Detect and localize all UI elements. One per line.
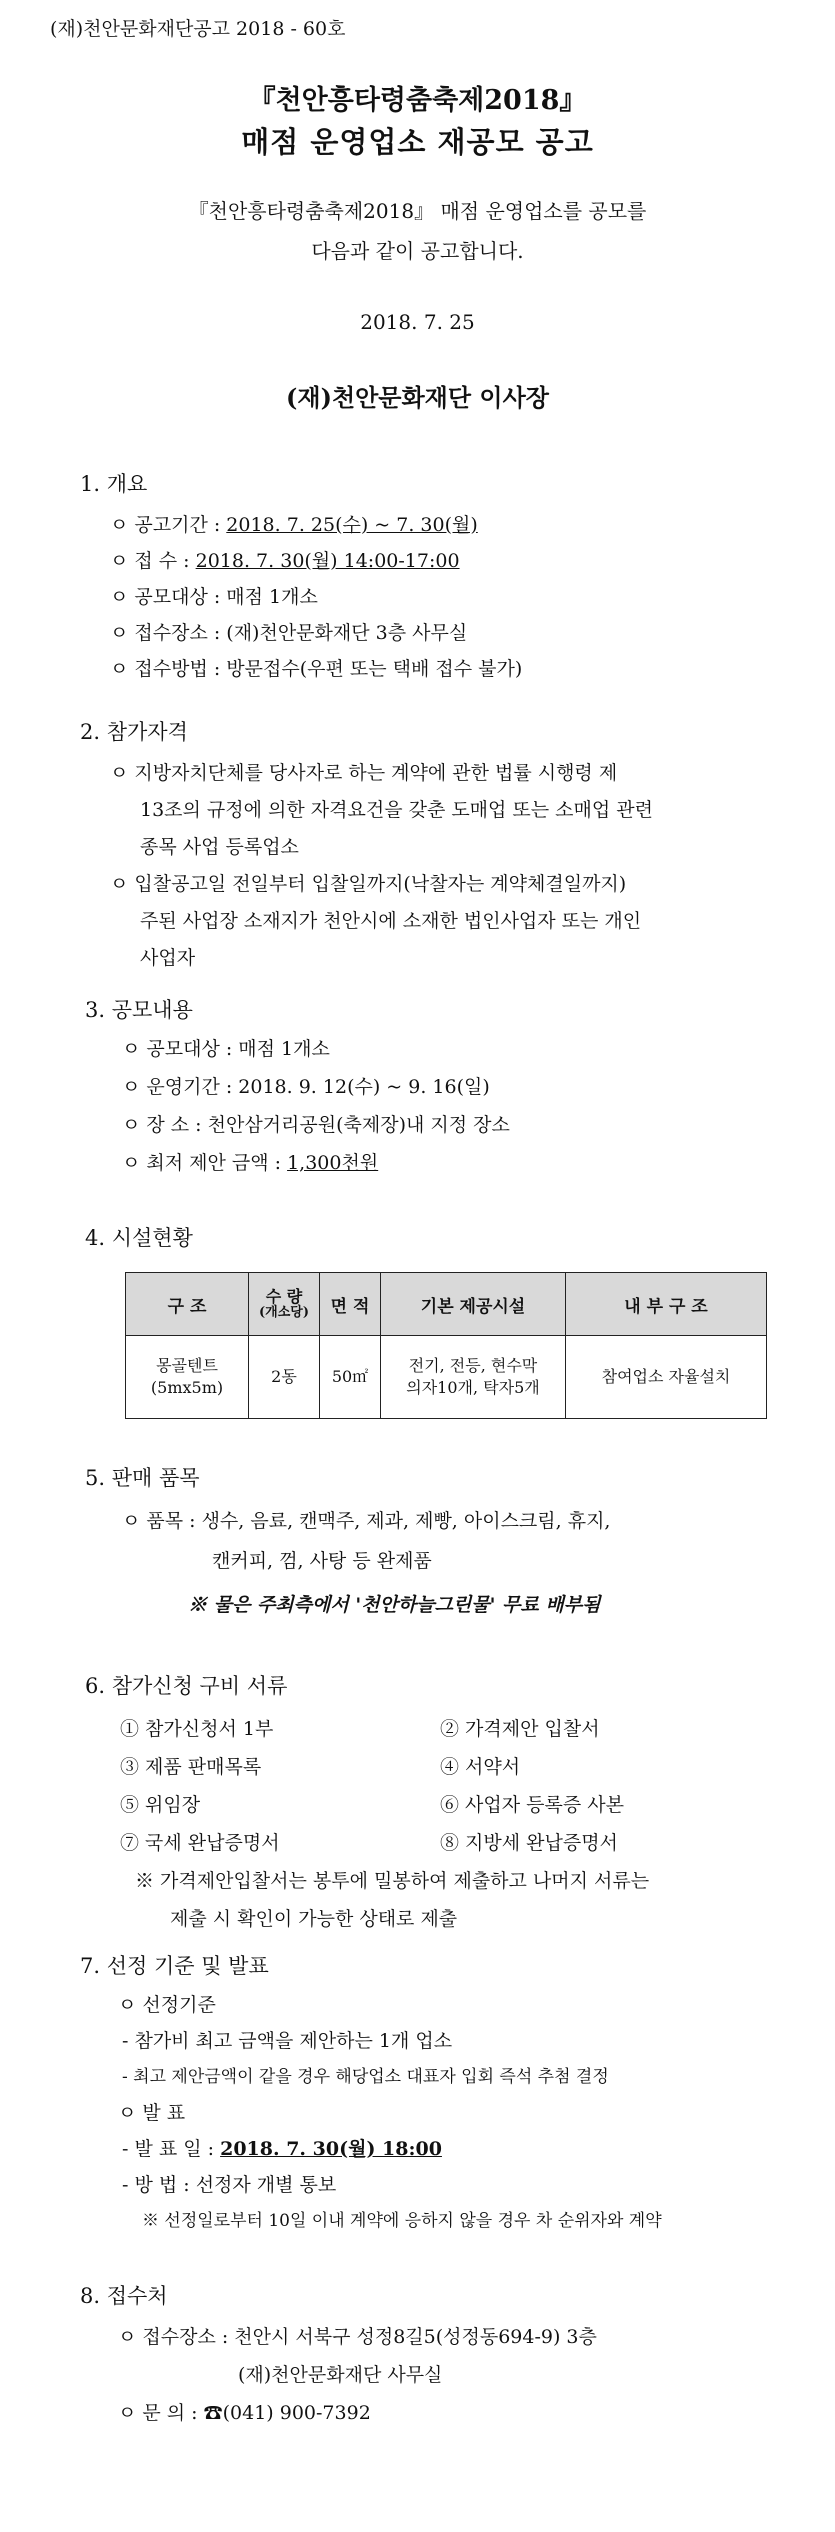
qualification-b-line-1: ㅇ 입찰공고일 전일부터 입찰일까지(낙찰자는 계약체결일까지) [110, 873, 627, 895]
overview-period-value: 2018. 7. 25(수) ~ 7. 30(월) [226, 514, 478, 536]
selection-criteria: ㅇ 선정기준 [118, 1994, 216, 2016]
header-quantity [249, 1273, 320, 1336]
section-6-title: 6. 참가신청 구비 서류 [85, 1674, 288, 1698]
cell-interior: 참여업소 자율설치 [566, 1336, 767, 1419]
cell-facilities [381, 1336, 566, 1419]
overview-reception-value: 2018. 7. 30(월) 14:00-17:00 [195, 550, 460, 572]
header-quantity-label: 수 량 [265, 1287, 303, 1307]
cell-structure-name: 몽골텐트 [156, 1356, 218, 1376]
document-item: ⑧ 지방세 완납증명서 [440, 1832, 618, 1854]
content-min-price-value: 1,300천원 [287, 1152, 379, 1174]
content-min-price-label: ㅇ 최저 제안 금액 : [122, 1152, 288, 1174]
overview-place: ㅇ 접수장소 : (재)천안문화재단 3층 사무실 [110, 622, 468, 644]
documents-note-line-2: 제출 시 확인이 가능한 상태로 제출 [170, 1908, 458, 1930]
section-3-title: 3. 공모내용 [85, 998, 193, 1022]
documents-note-line-1: ※ 가격제안입찰서는 봉투에 밀봉하여 제출하고 나머지 서류는 [135, 1870, 650, 1892]
reception-office: (재)천안문화재단 사무실 [238, 2364, 443, 2386]
announcement-date [122, 2134, 442, 2161]
overview-period-label: ㅇ 공고기간 : [110, 514, 227, 536]
water-note: ※ 물은 주최측에서 '천안하늘그린물' 무료 배부됨 [188, 1594, 601, 1616]
overview-reception-label: ㅇ 접 수 : [110, 550, 196, 572]
section-4-title: 4. 시설현황 [85, 1226, 193, 1250]
table-row [126, 1336, 767, 1419]
qualification-b-line-3: 사업자 [140, 947, 196, 969]
selection-criteria-2: - 최고 제안금액이 같을 경우 해당업소 대표자 입회 즉석 추첨 결정 [122, 2067, 609, 2087]
document-item: ⑦ 국세 완납증명서 [120, 1832, 280, 1854]
overview-reception [110, 546, 460, 573]
items-line-1: ㅇ 품목 : 생수, 음료, 캔맥주, 제과, 제빵, 아이스크림, 휴지, [122, 1510, 611, 1532]
document-item: ⑥ 사업자 등록증 사본 [440, 1794, 624, 1816]
content-period: ㅇ 운영기간 : 2018. 9. 12(수) ~ 9. 16(일) [122, 1076, 490, 1098]
header-quantity-unit: (개소당) [259, 1304, 309, 1320]
facility-table-header [126, 1273, 767, 1336]
qualification-a-line-3: 종목 사업 등록업소 [140, 836, 299, 858]
header-structure: 구 조 [126, 1273, 249, 1336]
document-item: ① 참가신청서 1부 [120, 1718, 274, 1740]
overview-target: ㅇ 공모대상 : 매점 1개소 [110, 586, 318, 608]
cell-facilities-line-1: 전기, 전등, 현수막 [408, 1356, 538, 1376]
announcement: ㅇ 발 표 [118, 2102, 186, 2124]
notice-date: 2018. 7. 25 [360, 310, 475, 334]
section-8-title: 8. 접수처 [80, 2284, 168, 2308]
content-target: ㅇ 공모대상 : 매점 1개소 [122, 1038, 330, 1060]
overview-method: ㅇ 접수방법 : 방문접수(우편 또는 택배 접수 불가) [110, 658, 523, 680]
announcement-date-value: 2018. 7. 30(월) 18:00 [220, 2138, 442, 2160]
section-1-title: 1. 개요 [80, 472, 148, 496]
section-2-title: 2. 참가자격 [80, 720, 188, 744]
header-facilities: 기본 제공시설 [381, 1273, 566, 1336]
document-item: ③ 제품 판매목록 [120, 1756, 262, 1778]
document-item: ④ 서약서 [440, 1756, 521, 1778]
announcement-date-label: - 발 표 일 : [122, 2138, 221, 2160]
overview-period [110, 510, 478, 537]
announcement-method: - 방 법 : 선정자 개별 통보 [122, 2174, 337, 2196]
cell-area: 50㎡ [320, 1336, 381, 1419]
content-place: ㅇ 장 소 : 천안삼거리공원(축제장)내 지정 장소 [122, 1114, 510, 1136]
cell-facilities-line-2: 의자10개, 탁자5개 [406, 1378, 540, 1397]
notice-title: 매점 운영업소 재공모 공고 [241, 125, 594, 159]
facility-table [125, 1272, 767, 1419]
contact-phone: ㅇ 문 의 : ☎(041) 900-7392 [118, 2402, 371, 2424]
festival-title: 『천안흥타령춤축제2018』 [248, 85, 587, 116]
cell-quantity: 2동 [249, 1336, 320, 1419]
header-area: 면 적 [320, 1273, 381, 1336]
issuer: (재)천안문화재단 이사장 [286, 383, 549, 412]
qualification-b-line-2: 주된 사업장 소재지가 천안시에 소재한 법인사업자 또는 개인 [140, 910, 642, 932]
contract-note: ※ 선정일로부터 10일 이내 계약에 응하지 않을 경우 차 순위자와 계약 [142, 2211, 662, 2231]
selection-criteria-1: - 참가비 최고 금액을 제안하는 1개 업소 [122, 2030, 453, 2052]
header-interior: 내 부 구 조 [566, 1273, 767, 1336]
document-item: ② 가격제안 입찰서 [440, 1718, 600, 1740]
qualification-a-line-1: ㅇ 지방자치단체를 당사자로 하는 계약에 관한 법률 시행령 제 [110, 762, 618, 784]
intro-line-1: 『천안흥타령춤축제2018』 매점 운영업소를 공모를 [188, 199, 647, 223]
reception-address: ㅇ 접수장소 : 천안시 서북구 성정8길5(성정동694-9) 3층 [118, 2326, 597, 2348]
intro-line-2: 다음과 같이 공고합니다. [311, 239, 524, 263]
section-7-title: 7. 선정 기준 및 발표 [80, 1954, 269, 1978]
qualification-a-line-2: 13조의 규정에 의한 자격요건을 갖춘 도매업 또는 소매업 관련 [140, 799, 653, 821]
notice-number: (재)천안문화재단공고 2018 - 60호 [50, 18, 346, 40]
section-5-title: 5. 판매 품목 [85, 1466, 200, 1490]
cell-structure [126, 1336, 249, 1419]
cell-structure-size: (5mx5m) [150, 1378, 224, 1397]
items-line-2: 캔커피, 껌, 사탕 등 완제품 [212, 1550, 432, 1572]
content-min-price [122, 1148, 378, 1175]
document-item: ⑤ 위임장 [120, 1794, 201, 1816]
